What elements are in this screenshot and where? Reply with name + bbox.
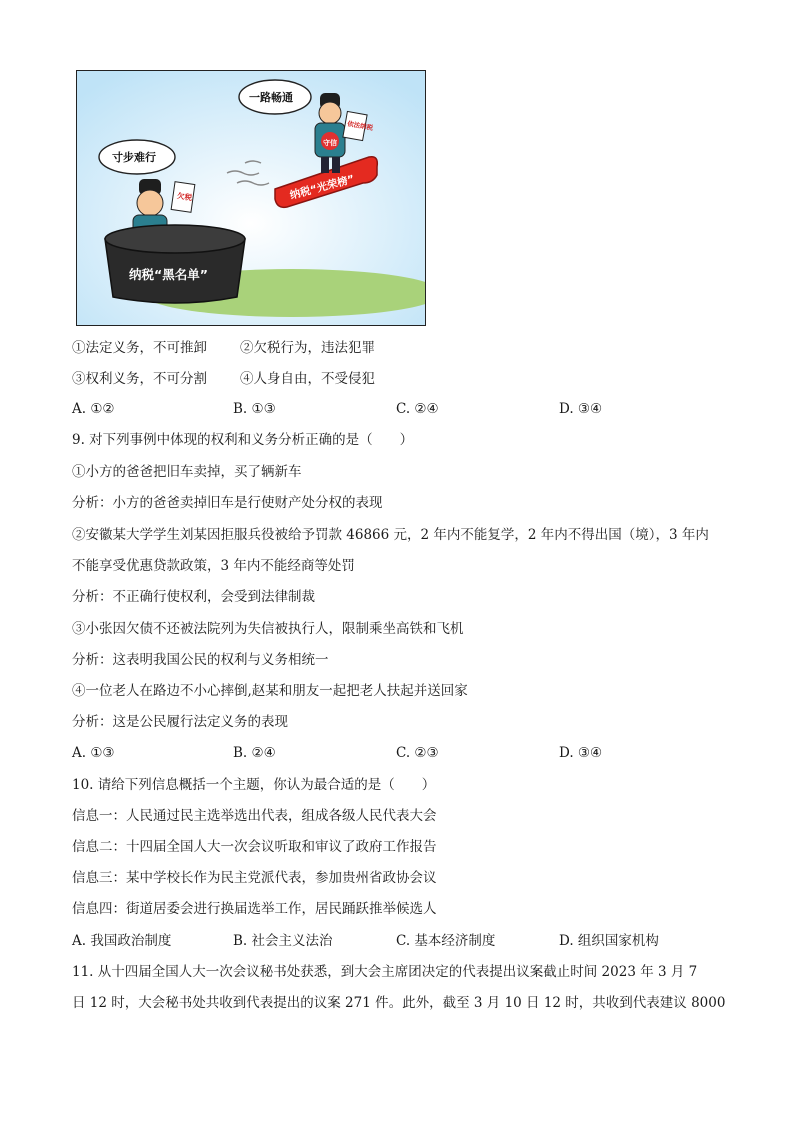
bubble-left-text: 寸步难行 (112, 151, 156, 164)
q10-option-a: A. 我国政治制度 (72, 933, 172, 949)
paper-right: 依法纳税 (346, 119, 374, 133)
q10-title: 10. 请给下列信息概括一个主题，你认为最合适的是（ ） (72, 777, 436, 793)
q10-option-c: C. 基本经济制度 (396, 933, 496, 949)
q8-statement-2: ②欠税行为，违法犯罪 (240, 340, 375, 356)
bubble-right-text: 一路畅通 (249, 91, 293, 104)
q11-line-2: 日 12 时，大会秘书处共收到代表提出的议案 271 件。此外，截至 3 月 10 日 12 时，共收到代表建议 8000 (72, 995, 726, 1011)
tax-cartoon-illustration (76, 70, 426, 326)
q8-statement-3: ③权利义务，不可分割 (72, 371, 207, 387)
q9-case-3: ③小张因欠债不还被法院列为失信被执行人，限制乘坐高铁和飞机 (72, 621, 464, 637)
q9-option-b: B. ②④ (233, 745, 276, 761)
q8-statement-1: ①法定义务，不可推卸 (72, 340, 207, 356)
q9-case-4: ④一位老人在路边不小心摔倒,赵某和朋友一起把老人扶起并送回家 (72, 683, 468, 699)
q9-analysis-2: 分析：不正确行使权利，会受到法律制裁 (72, 589, 315, 605)
q9-title: 9. 对下列事例中体现的权利和义务分析正确的是（ ） (72, 432, 414, 448)
q8-option-c: C. ②④ (396, 401, 439, 417)
pot-label: 纳税“黑名单” (129, 267, 208, 282)
q10-info-2: 信息二：十四届全国人大一次会议听取和审议了政府工作报告 (72, 839, 437, 855)
badge-right: 守信 (323, 139, 337, 147)
q10-info-4: 信息四：街道居委会进行换届选举工作，居民踊跃推举候选人 (72, 901, 437, 917)
q10-info-3: 信息三：某中学校长作为民主党派代表，参加贵州省政协会议 (72, 870, 437, 886)
q9-analysis-4: 分析：这是公民履行法定义务的表现 (72, 714, 288, 730)
q8-option-a: A. ①② (72, 401, 115, 417)
q9-case-2-cont: 不能享受优惠贷款政策，3 年内不能经商等处罚 (72, 558, 355, 574)
q8-option-b: B. ①③ (233, 401, 276, 417)
q8-statement-4: ④人身自由，不受侵犯 (240, 371, 375, 387)
q9-case-2: ②安徽某大学学生刘某因拒服兵役被给予罚款 46866 元，2 年内不能复学，2 年内不得出国（境），3 年内 (72, 527, 709, 543)
q9-case-1: ①小方的爸爸把旧车卖掉，买了辆新车 (72, 464, 302, 480)
q10-option-d: D. 组织国家机构 (559, 933, 659, 949)
q10-info-1: 信息一：人民通过民主选举选出代表，组成各级人民代表大会 (72, 808, 437, 824)
paper-left: 欠税 (176, 191, 193, 203)
q11-line-1: 11. 从十四届全国人大一次会议秘书处获悉，到大会主席团决定的代表提出议案截止时间 2023 年 3 月 7 (72, 964, 698, 980)
blacklist-pot (105, 225, 245, 303)
q9-analysis-3: 分析：这表明我国公民的权利与义务相统一 (72, 652, 329, 668)
q9-option-c: C. ②③ (396, 745, 439, 761)
q9-option-a: A. ①③ (72, 745, 115, 761)
carpet-label: 纳税“光荣榜” (288, 173, 356, 202)
q9-option-d: D. ③④ (559, 745, 603, 761)
q10-option-b: B. 社会主义法治 (233, 933, 333, 949)
q9-analysis-1: 分析：小方的爸爸卖掉旧车是行使财产处分权的表现 (72, 495, 383, 511)
q8-option-d: D. ③④ (559, 401, 603, 417)
